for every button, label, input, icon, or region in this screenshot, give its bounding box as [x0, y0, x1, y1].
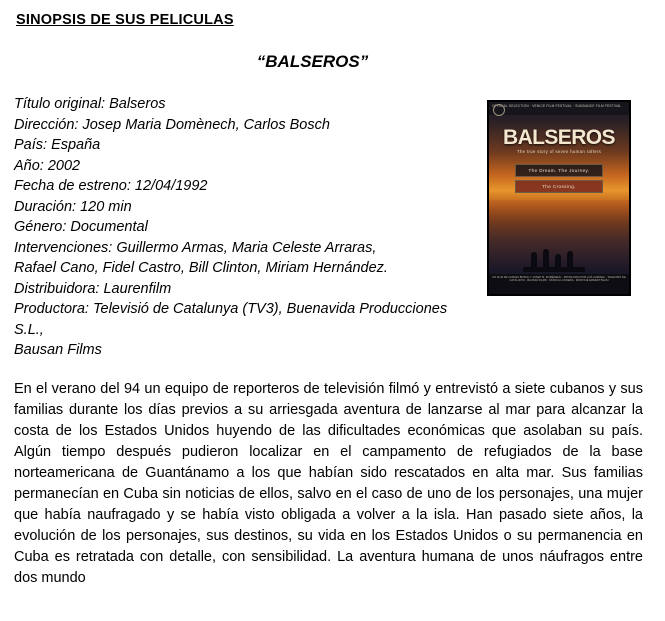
- laurel-wreath-icon: [493, 104, 505, 116]
- poster-artwork: [489, 102, 629, 294]
- poster-tagline-one: The Dream. The Journey.: [515, 164, 603, 177]
- poster-figure: [567, 251, 573, 268]
- metadata-line: Intervenciones: Guillermo Armas, Maria Celeste Arraras,: [14, 239, 377, 256]
- metadata-line: Rafael Cano, Fidel Castro, Bill Clinton, Miriam Hernández.: [14, 260, 388, 276]
- metadata-line: Productora: Televisió de Catalunya (TV3), Buenavida Producciones S.L.,: [14, 301, 452, 338]
- poster-figure: [543, 249, 549, 268]
- metadata-line: Dirección: Josep Maria Domènech, Carlos Bosch: [14, 116, 330, 133]
- metadata-line: Fecha de estreno: 12/04/1992: [14, 178, 208, 194]
- metadata-line: Año: 2002: [14, 157, 81, 174]
- synopsis-text: En el verano del 94 un equipo de reporteros de televisión filmó y entrevistó a siete cubanos y sus familias durante los días previos a su arriesgada aventura de lanzarse al mar para alcanzar la costa de los Estados Unidos huyendo de las dificultades económicas que asolaban su país. Algún tiempo después pudieron localizar en el campamento de refugiados de la base norteamericana de Guantánamo a los que habían sido rescatados en alta mar. Sus familias permanecían en Cuba sin noticias de ellos, salvo en el caso de uno de los personajes, una mujer que había naufragado y se había visto obligada a volver a la isla. Han pasado siete años, la evolución de los personajes, sus destinos, su vida en los Estados Unidos o su permanencia en Cuba es retratada con detalle, con sensibilidad. La aventura humana de unos náufragos entre dos mundo: [14, 380, 643, 586]
- info-section: [14, 94, 651, 361]
- metadata-line: Título original: Balseros: [14, 96, 166, 112]
- metadata-line: Duración: 120 min: [14, 198, 132, 215]
- poster-credits-block: UN FILM DE CARLES BOSCH Y JOSEP M. DOMÈNECH · PRODUCIDA POR LOÀ CAMINAL · TELEVISIÓ DE CATALUNYA · BAUSAN FILMS · MÚSICA LUCREZIA · MONTAJE ERNEST BLASI: [489, 274, 629, 294]
- movie-metadata-list: [14, 94, 454, 361]
- poster-figure: [531, 252, 537, 268]
- metadata-line: Género: Documental: [14, 219, 148, 235]
- page-title: SINOPSIS DE SUS PELICULAS: [16, 12, 234, 28]
- poster-tagline-two: The Crossing.: [515, 180, 603, 193]
- poster-subtitle: The true story of seven human rafters: [516, 149, 602, 154]
- movie-poster: [487, 100, 631, 296]
- metadata-line: Bausan Films: [14, 342, 102, 358]
- metadata-line: Distribuidora: Laurenfilm: [14, 280, 172, 297]
- metadata-line: País: España: [14, 137, 101, 153]
- poster-festival-strip: OFFICIAL SELECTION · VENICE FILM FESTIVAL · SUNDANCE FILM FESTIVAL: [489, 102, 629, 115]
- poster-figure: [555, 254, 561, 268]
- movie-title: “BALSEROS”: [256, 52, 369, 71]
- poster-title: BALSEROS: [503, 126, 615, 149]
